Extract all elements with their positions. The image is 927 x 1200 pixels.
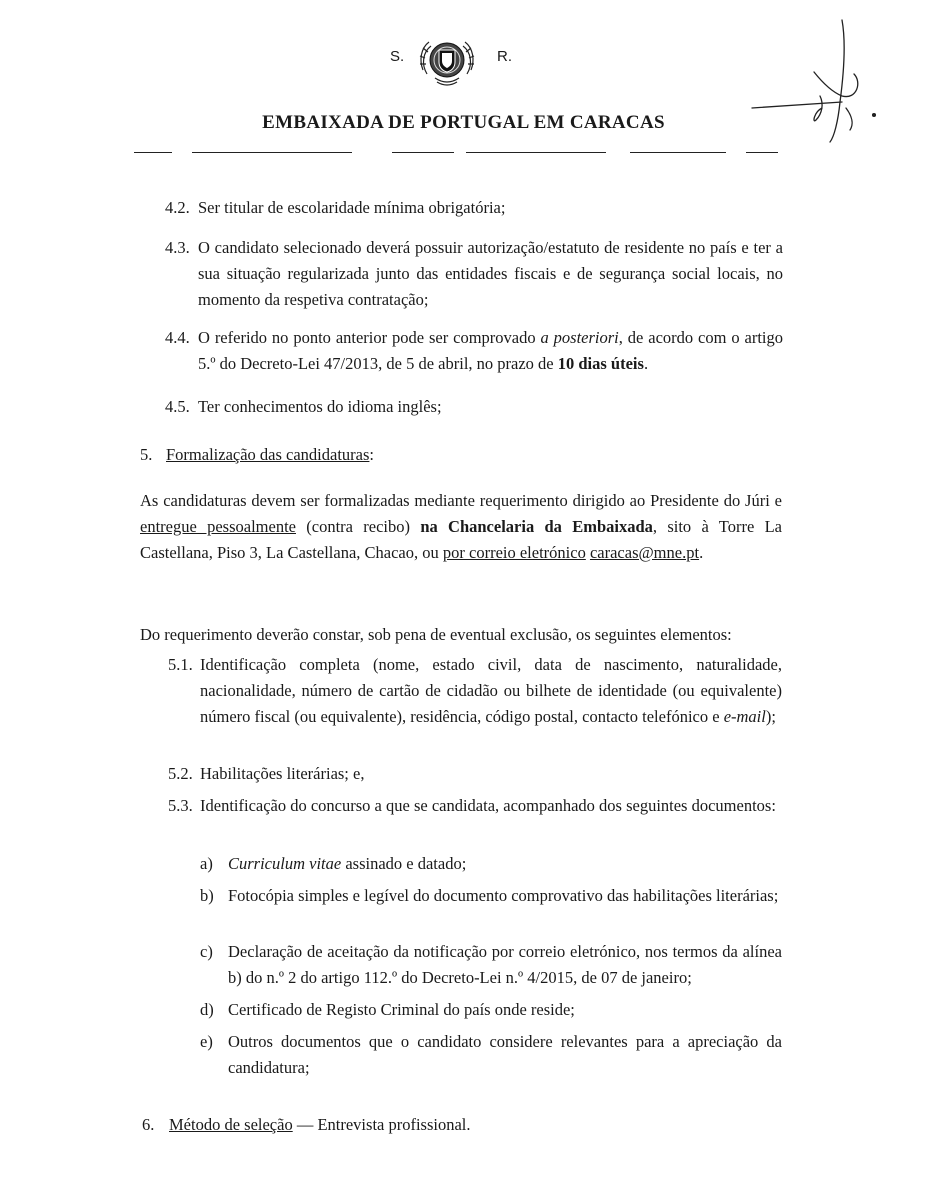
- item-4-2-text: Ser titular de escolaridade mínima obrigatória;: [198, 198, 506, 217]
- header-rule-segment: [466, 152, 606, 153]
- item-number: 5.2.: [168, 764, 193, 783]
- header-letter-r: R.: [497, 48, 512, 65]
- header-rule-segment: [134, 152, 172, 153]
- doc-e-text: Outros documentos que o candidato considere relevantes para a apreciação da candidatura;: [228, 1032, 782, 1077]
- section-number: 5.: [140, 445, 153, 464]
- item-4-5-text: Ter conhecimentos do idioma inglês;: [198, 397, 442, 416]
- section-number: 6.: [142, 1115, 155, 1134]
- item-number: 4.4.: [165, 328, 190, 347]
- section-6-heading: Método de seleção — Entrevista profissional.: [169, 1115, 471, 1134]
- item-4-3-text: O candidato selecionado deverá possuir autorização/estatuto de residente no país e ter a sua situação regularizada junto das entidades fiscais e de segurança social locais, no momento da respetiva contratação;: [198, 238, 783, 309]
- requirements-intro: Do requerimento deverão constar, sob pena de eventual exclusão, os seguintes elementos:: [140, 625, 732, 644]
- list-label: a): [200, 854, 213, 873]
- email-link[interactable]: caracas@mne.pt: [589, 543, 700, 562]
- section-5-heading: Formalização das candidaturas:: [166, 445, 375, 464]
- item-number: 4.2.: [165, 198, 190, 217]
- coat-of-arms-icon: [413, 30, 481, 94]
- embassy-title: EMBAIXADA DE PORTUGAL EM CARACAS: [262, 112, 665, 133]
- doc-c-text: Declaração de aceitação da notificação por correio eletrónico, nos termos da alínea b) do n.º 2 do artigo 112.º do Decreto-Lei n.º 4/2015, de 07 de janeiro;: [228, 942, 782, 987]
- item-number: 4.3.: [165, 238, 190, 257]
- item-5-3-text: Identificação do concurso a que se candidata, acompanhado dos seguintes documentos:: [200, 796, 776, 815]
- header-rule-segment: [192, 152, 352, 153]
- doc-d-text: Certificado de Registo Criminal do país onde reside;: [228, 1000, 575, 1019]
- item-5-2-text: Habilitações literárias; e,: [200, 764, 365, 783]
- list-label: e): [200, 1032, 213, 1051]
- handwritten-signature-icon: [742, 12, 892, 147]
- doc-b-text: Fotocópia simples e legível do documento comprovativo das habilitações literárias;: [228, 886, 779, 905]
- list-label: d): [200, 1000, 214, 1019]
- item-number: 4.5.: [165, 397, 190, 416]
- item-5-1-text: Identificação completa (nome, estado civil, data de nascimento, naturalidade, nacionalidade, número de cartão de cidadão ou bilhete de identidade (ou equivalente) número fiscal (ou equivalente), residência, código postal, contacto telefónico e e-mail);: [200, 655, 782, 726]
- list-label: c): [200, 942, 213, 961]
- section-5-paragraph: As candidaturas devem ser formalizadas mediante requerimento dirigido ao Presidente do Júri e entregue pessoalmente (contra recibo) na Chancelaria da Embaixada, sito à Torre La Castellana, Piso 3, La Castellana, Chacao, ou por correio eletrónico caracas@mne.pt.: [140, 491, 782, 562]
- header-rule-segment: [392, 152, 454, 153]
- header-rule-segment: [630, 152, 726, 153]
- header-letter-s: S.: [390, 48, 405, 65]
- header-rule-segment: [746, 152, 778, 153]
- item-number: 5.3.: [168, 796, 193, 815]
- item-number: 5.1.: [168, 655, 193, 674]
- list-label: b): [200, 886, 214, 905]
- doc-a-text: Curriculum vitae assinado e datado;: [228, 854, 467, 873]
- item-4-4-text: O referido no ponto anterior pode ser comprovado a posteriori, de acordo com o artigo 5.º do Decreto-Lei 47/2013, de 5 de abril, no prazo de 10 dias úteis.: [198, 328, 784, 373]
